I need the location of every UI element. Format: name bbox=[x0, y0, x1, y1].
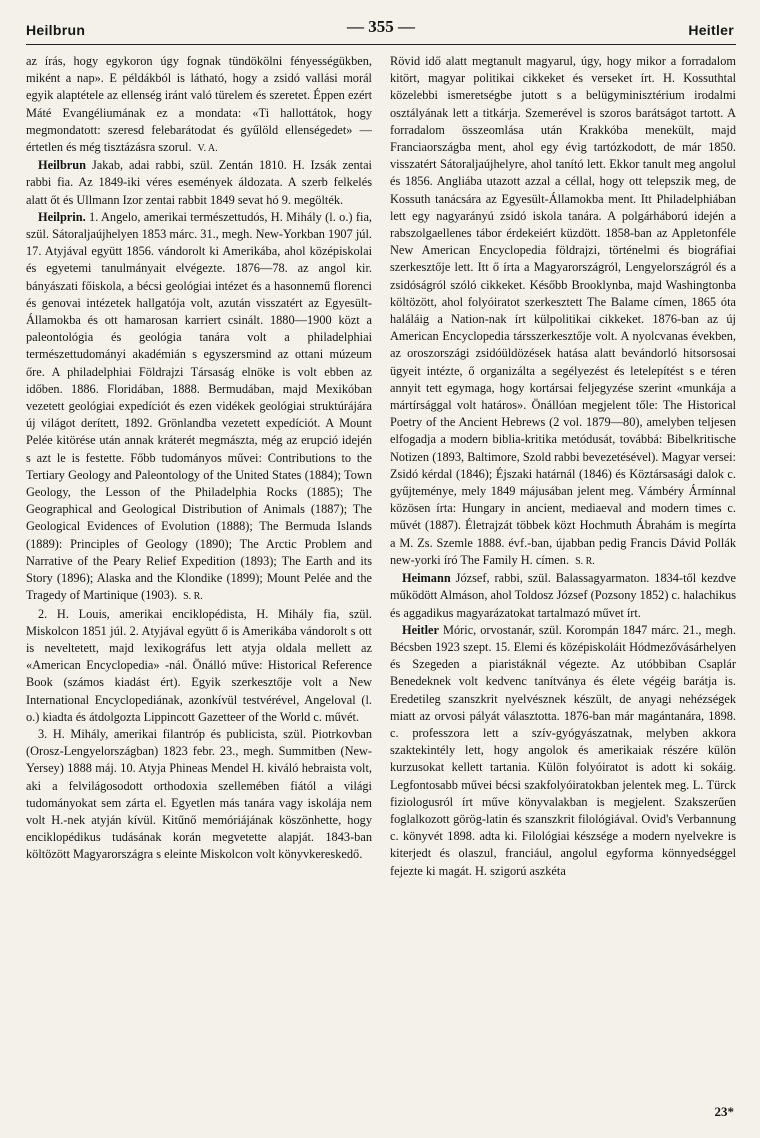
entry-text: az írás, hogy egykoron úgy fognak tündökölni fényességükben, miként a nap». E példákból is látható, hogy a zsidó vallási morál egyik alaptétele az ellenség iránt való türelem és szeretet. Éppen ezért Máté Evangéliumának ez a mondata: «Ti hallottátok, hogy megmondatott: szeresd felebarátodat és gyűlöld ellenségedet» — értetlen és még tisztázásra szorul. bbox=[26, 54, 372, 155]
entry-headword: Heimann bbox=[402, 571, 451, 586]
right-continued-text bbox=[390, 53, 736, 570]
header-left-guideword: Heilbrun bbox=[26, 22, 86, 38]
author-signature: S. R. bbox=[183, 591, 203, 603]
entry-text: Rövid idő alatt megtanult magyarul, úgy, hogy mikor a forradalom kitört, magyar politikai cikkeket és verseket írt. H. Kossuthtal közelebbi ismeretségbe jutott s a belügyminisztérium irodalmi osztályának lett a titkárja. Szemerével is szoros barátságot tartott. A forradalom összeomlása után Krakkóba menekült, majd Franciaországba ment, ahol egy évig tartózkodott, de már 1850. visszatért Sátoraljaújhelyre, ahol tanító lett. Ekkor tanult meg angolul és 1856. Angliába utazott azzal a céllal, hogy ott telepszik meg, de Kossuth tanácsára az Egyesült-Államokba ment. Itt Philadelphiában lett egy nagyarányú zsidó iskola tanára. A polgárháború idején a rabszolgaellenes tábor érdekeiért küzdött. 1858-ban az Appletonféle New American Encyclopedia földrajzi, történelmi és biográfiai szerkesztője lett. Itt ő írta a Magyarországról, Lengyelországról és a zsidóságról szóló cikkeket. Később Brooklynba, majd Washingtonba költözött, ahol folyóiratot szerkesztett The Balame címen, 1865 óta haláláig a Nation-nak írt külpolitikai cikkeket. 1876-ban az új American Encyclopedia társszerkesztője volt. A nyolcvanas években, az oroszországi zsidóüldözések hatása alatt bevándorló hitsorsosai ügyeit intézte, ő organizálta a segélyezést és letelepítést s e téren annyit tett egymaga, hogy kortársai feljegyzése szerint «munkája a mártírsággal volt határos». Önállóan megjelent tőle: The Historical Poetry of the Ancient Hebrews (2 vol. 1879—80), amelyben teljesen elfogadja a modern biblia-kritika metódusát, továbbá: Bibelkritische Notizen (1893, Baltimore, Szold rabbi bevezetésével). Magyar versei: Zsidó kérdal (1846); Éjszaki határnál (1846) és Köztársasági dalok c. gyűjteménye, mely 1849 májusában jelent meg. Vámbéry Ármínnal közösen írta: Hungary in ancient, mediaeval and modern times c. művét (1887). Életrajzát többek közt Hochmuth Ábrahám is megírta a M. Zs. Szemle 1888. évf.-ban, újabban pedig Francis Dávid Pollák new-yorki író The Family H. címen. bbox=[390, 54, 736, 567]
left-entry bbox=[26, 209, 372, 606]
two-column-body bbox=[26, 53, 736, 880]
right-entry bbox=[390, 570, 736, 622]
page-number: — 355 — bbox=[347, 17, 415, 36]
entry-text: 2. H. Louis, amerikai enciklopédista, H. Mihály fia, szül. Miskolcon 1851 júl. 2. Atyjával együtt ő is Amerikába vándorolt s ott is neveltetett, majd lexikográfus lett atyja oldala mellett az «American Encyclopedia» -nál. Önálló műve: Historical Reference Book (számos kiadást ért). Egyik szerkesztője volt a New International Encyclopediának, azonkívül testvérével, Angeloval (l. o.) kiadta és átdolgozta Lippincott Gazetteer of the World c. művét. bbox=[26, 606, 372, 724]
running-header bbox=[26, 14, 736, 45]
author-signature: S. R. bbox=[575, 555, 595, 567]
left-column bbox=[26, 53, 372, 880]
entry-headword: Heitler bbox=[402, 622, 440, 637]
entry-text: József, rabbi, szül. Balassagyarmaton. 1834-től kezdve működött Almáson, ahol Toldosz József (Pozsony 1852) c. halachikus és aggadikus magyarázatokat tartalmazó művet írt. bbox=[390, 571, 736, 620]
entry-text: Móric, orvostanár, szül. Korompán 1847 márc. 21., megh. Bécsben 1923 szept. 15. Elemi és középiskoláit Hódmezővásárhelyen és Szegeden a piaristáknál végezte. Az utóbbiban Csaplár Benedeknek volt kedvenc tanítványa és élete végéig barátja is. Eredetileg szanszkrit nyelvésznek készült, de anyagi nehézségek miatt az orvosi pályát választotta. 1876-ban már magántanára, 1898. c. professzora lett a szív-gyógyászatnak, melyben akkora szaktekintély lett, hogy angolok és amerikaiak részére külön kurzusokat kellett tartania. Külön folyóiratot is adott ki sokáig. Legfontosabb művei bécsi szakfolyóiratokban jelentek meg. L. Türck fiziologusról írt műve könyvalakban is megjelent. Szakszerűen foglalkozott görög-latin és szanszkrit filológiával. Ovid's Verbannung c. könyvét 1898. adta ki. Filológiai készsége a modern nyelvekre is kiterjedt és olaszul, franciául, angolul egyforma könnyedséggel fejezte ki magát. H. szigorú aszkéta bbox=[390, 622, 736, 878]
entry-headword: Heilprin. bbox=[38, 209, 86, 224]
left-entry bbox=[26, 157, 372, 209]
entry-text: Jakab, adai rabbi, szül. Zentán 1810. H. Izsák zentai rabbi fia. Az 1849-iki véres események áldozata. A szerb felkelés alatt őt és Ullmann Izor zentai rabbit 1849 sevat hó 9. megölték. bbox=[26, 158, 372, 207]
right-column bbox=[390, 53, 736, 880]
left-entry bbox=[26, 606, 372, 726]
entry-text: 1. Angelo, amerikai természettudós, H. Mihály (l. o.) fia, szül. Sátoraljaújhelyen 1853 márc. 31., megh. New-Yorkban 1907 júl. 17. Atyjával együtt 1856. vándorolt ki Amerikába, ahol középiskolai és egyetemi tanulmányait elvégezte. 1876—78. az angol kir. bányászati főiskola, a bécsi geológiai intézet és a hasonnemű florenci és genovai intézetek hallgatója volt, azután visszatért az Egyesült-Államokba és ott hamarosan karriert csinált. 1880—1900 közt a paleontológia és geológia tanára volt a philadelphiai természettudományi akadémián s egyszersmind az ottani múzeum őre. A philadelphiai Földrajzi Társaság elnöke is volt ebben az időben. 1886. Floridában, 1888. Bermudában, majd Mexikóban vezetett geológiai expedíciót és ezen vidékek geológiai struktúrájára új világot derített, 1892. Grönlandba vezetett expedíciót. A Mount Pelée kitörése után annak kráterét megmászta, még az erupció idején s azt le is festette. Főbb tudományos művei: Contributions to the Tertiary Geology and Paleontology of the United States (1884); Town Geology, the Lesson of the Philadelphia Rocks (1885); The Geographical and Geological Distribution of Animals (1887); The Geological Evidences of Evolution (1888); The Bermuda Islands (1889): Principles of Geology (1890); The Arctic Problem and Narrative of the Peary Relief Expedition (1893); The Earth and its Story (1896); Alaska and the Klondike (1899); Mount Pelée and the Tragedy of Martinique (1903). bbox=[26, 209, 372, 603]
header-right-guideword: Heitler bbox=[688, 22, 734, 38]
author-signature: V. A. bbox=[197, 143, 218, 155]
right-entry bbox=[390, 622, 736, 880]
left-continued-text bbox=[26, 53, 372, 157]
entry-text: 3. H. Mihály, amerikai filantróp és publicista, szül. Piotrkovban (Orosz-Lengyelországban) 1823 febr. 23., megh. Summitben (New-Yersey) 1888 máj. 10. Atyja Phineas Mendel H. kiváló hebraista volt, aki a felvilágosodott orthodoxia szellemében fiától a világi tudományokat sem zárta el. Egyetlen más tanára vagy iskolája nem volt H.-nek atyján kívül. Kitűnő memóriájának köszönhette, hogy enciklopédikus tudásának korán megvetette alapját. 1843-ban költözött Magyarországra s eleinte Miskolcon volt könyvkereskedő. bbox=[26, 726, 372, 862]
signature-mark: 23* bbox=[714, 1104, 734, 1119]
entry-headword: Heilbrun bbox=[38, 158, 87, 173]
left-entry bbox=[26, 726, 372, 864]
